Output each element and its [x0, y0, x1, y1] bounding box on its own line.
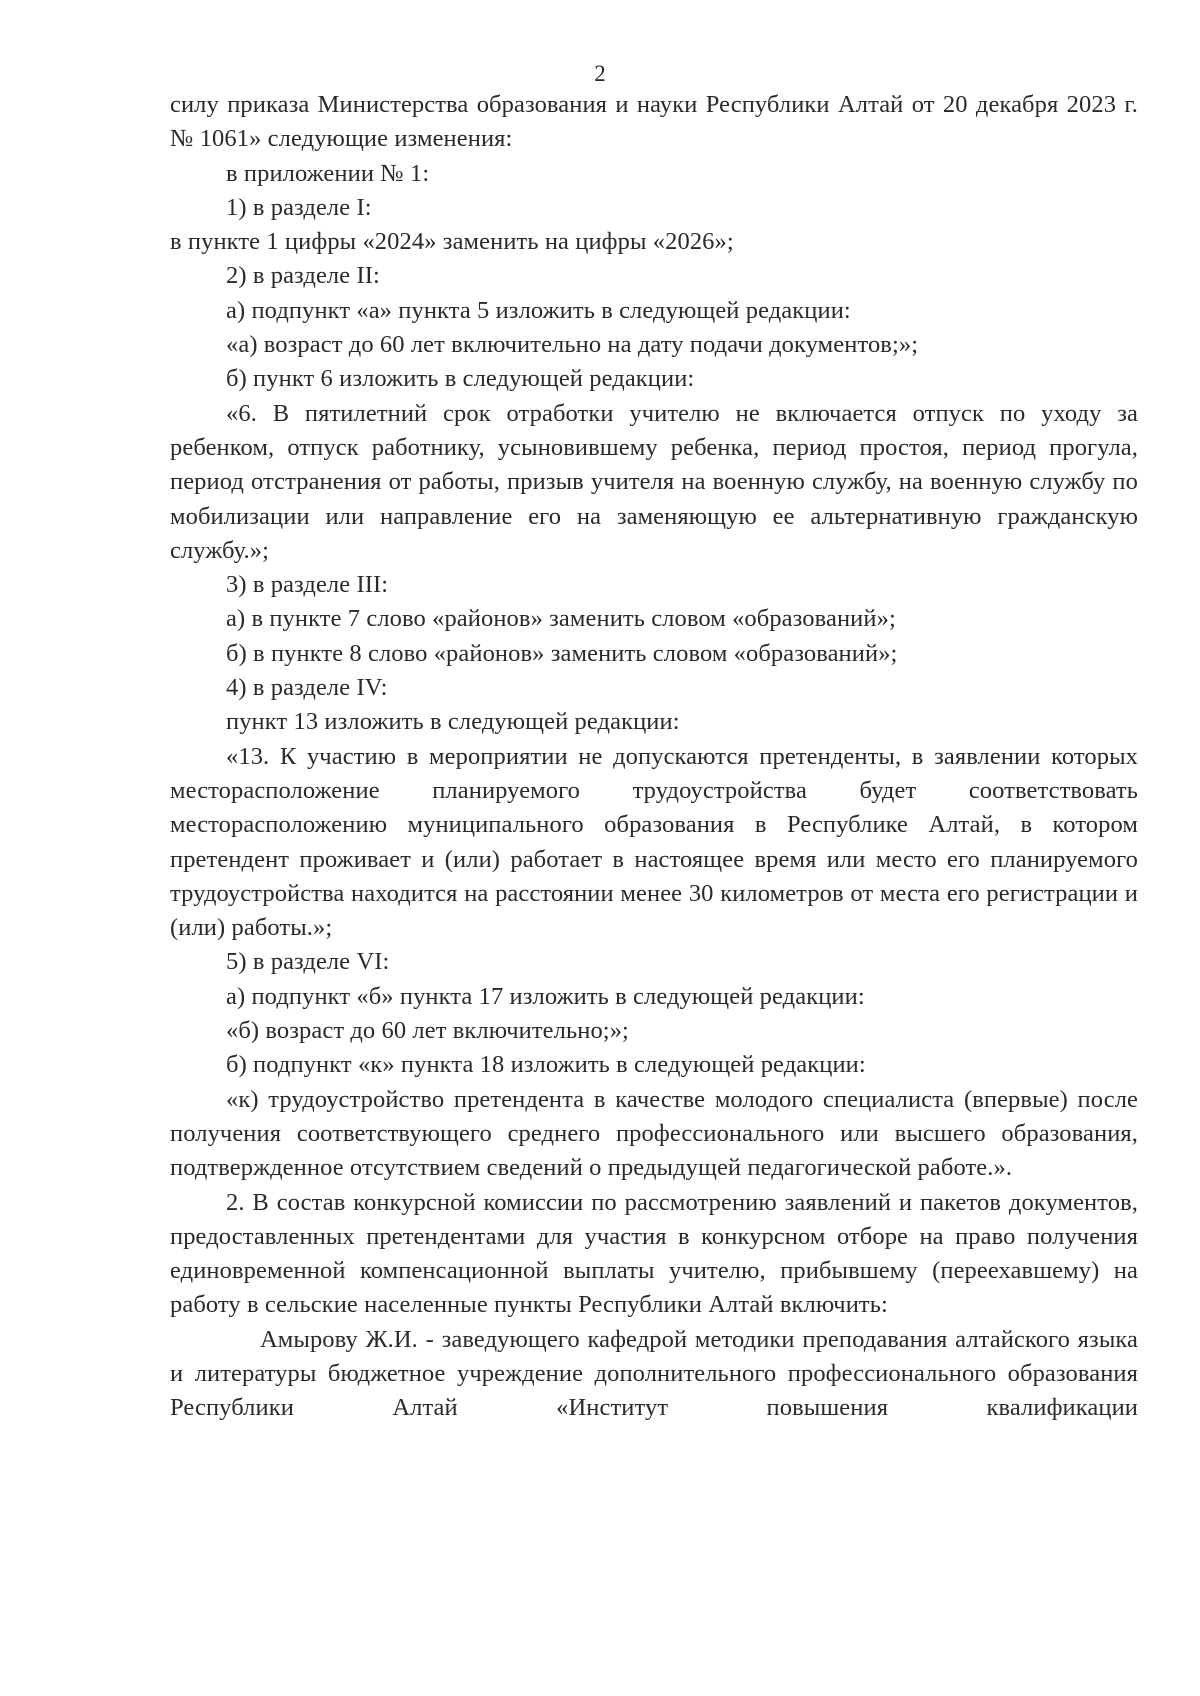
- paragraph-section-1: 1) в разделе I:: [226, 193, 372, 221]
- paragraph-section-2-a-text: «а) возраст до 60 лет включительно на дату подачи документов;»;: [226, 331, 919, 359]
- paragraph-item-13-text: «13. К участию в мероприятии не допускаются претенденты, в заявлении которых месторасположение планируемого трудоустройства будет соответствовать месторасположению муниципального образования в Республике Алтай, в котором претендент проживает и (или) работает в настоящее время или место его планируемого трудоустройства находится на расстоянии менее 30 километров от места его регистрации и (или) работы.»;: [170, 742, 1138, 942]
- paragraph-section-1-item-1: в пункте 1 цифры «2024» заменить на цифры «2026»;: [170, 228, 734, 256]
- page-number: 2: [594, 61, 606, 86]
- paragraph-section-3: 3) в разделе III:: [226, 571, 389, 599]
- paragraph-appendix-1: в приложении № 1:: [226, 159, 430, 187]
- paragraph-item-k-text: «к) трудоустройство претендента в качестве молодого специалиста (впервые) после получения соответствующего среднего профессионального или высшего образования, подтвержденное отсутствием сведений о предыдущей педагогической работе.».: [170, 1085, 1138, 1182]
- paragraph-item-6-text: «6. В пятилетний срок отработки учителю не включается отпуск по уходу за ребенком, отпуск работнику, усыновившему ребенка, период простоя, период прогула, период отстранения от работы, призыв учителя на военную службу, на военную службу по мобилизации или направление его на заменяющую ее альтернативную гражданскую службу.»;: [170, 399, 1138, 564]
- paragraph-order-continuation: силу приказа Министерства образования и науки Республики Алтай от 20 декабря 2023 г. № 1061» следующие изменения:: [170, 91, 1138, 153]
- paragraph-section-3-b: б) в пункте 8 слово «районов» заменить словом «образований»;: [226, 639, 898, 667]
- paragraph-section-2-b: б) пункт 6 изложить в следующей редакции:: [226, 365, 695, 393]
- paragraph-section-2: 2) в разделе II:: [226, 262, 380, 290]
- paragraph-section-2-a: а) подпункт «а» пункта 5 изложить в следующей редакции:: [226, 296, 851, 324]
- paragraph-commission-member: Амырову Ж.И. - заведующего кафедрой методики преподавания алтайского языка и литературы бюджетное учреждение дополнительного профессионального образования Республики Алтай «Институт повышения квалификации: [170, 1325, 1138, 1422]
- paragraph-section-6-b: б) подпункт «к» пункта 18 изложить в следующей редакции:: [226, 1051, 866, 1079]
- paragraph-section-4-item-13: пункт 13 изложить в следующей редакции:: [226, 708, 680, 736]
- paragraph-commission-composition: 2. В состав конкурсной комиссии по рассмотрению заявлений и пакетов документов, предоставленных претендентами для участия в конкурсном отборе на право получения единовременной компенсационной выплаты учителю, прибывшему (переехавшему) на работу в сельские населенные пункты Республики Алтай включить:: [170, 1188, 1138, 1319]
- paragraph-section-6-a-text: «б) возраст до 60 лет включительно;»;: [226, 1017, 629, 1045]
- paragraph-section-6-a: а) подпункт «б» пункта 17 изложить в следующей редакции:: [226, 982, 865, 1010]
- paragraph-section-6: 5) в разделе VI:: [226, 948, 390, 976]
- paragraph-section-3-a: а) в пункте 7 слово «районов» заменить словом «образований»;: [226, 605, 896, 633]
- document-body: [170, 88, 1138, 1426]
- paragraph-section-4: 4) в разделе IV:: [226, 674, 388, 702]
